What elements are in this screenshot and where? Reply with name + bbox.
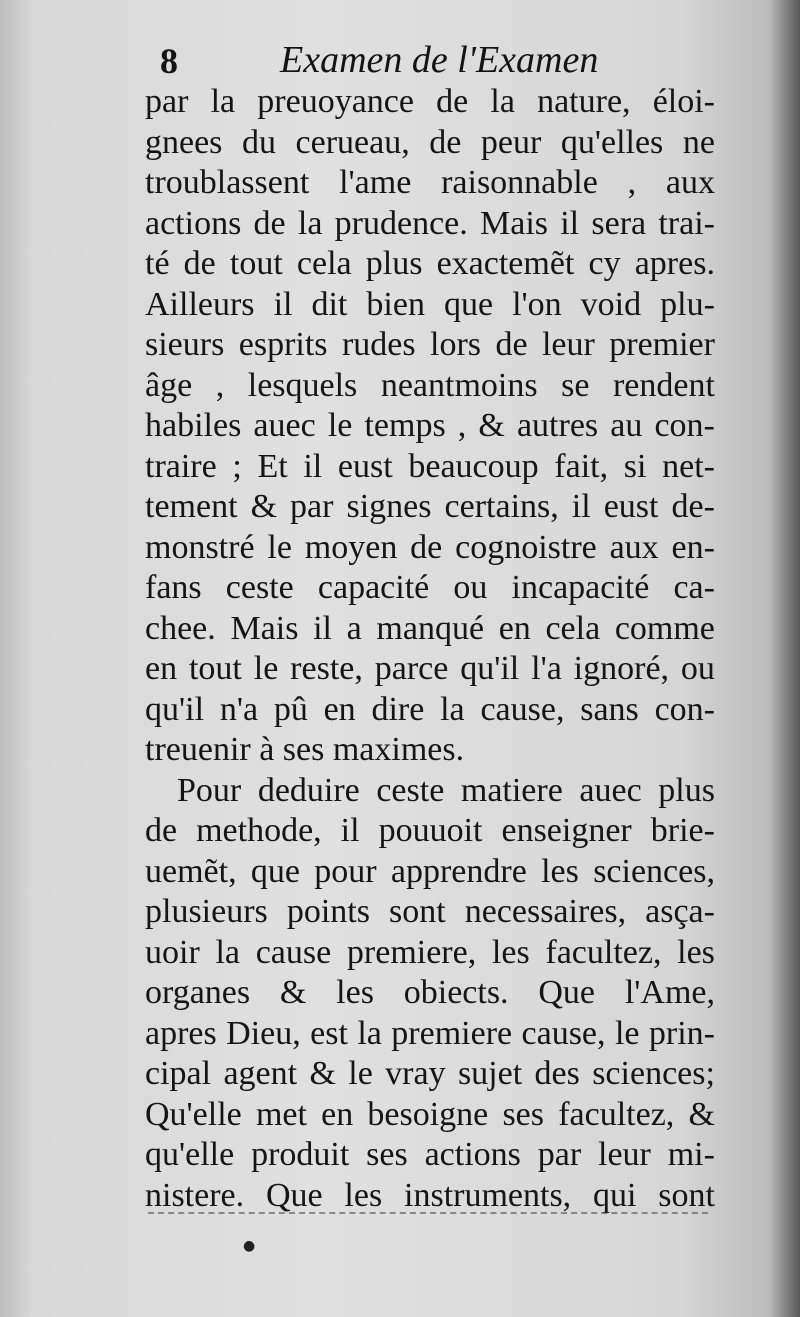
text-line: troublassent l'ame raisonnable , aux — [145, 164, 715, 201]
text-line: monstré le moyen de cognoistre aux en- — [145, 528, 715, 566]
text-line: Ailleurs il dit bien que l'on void plu- — [145, 285, 715, 323]
text-line: uoir la cause premiere, les facultez, les — [145, 933, 715, 971]
text-line: qu'il n'a pû en dire la cause, sans con- — [145, 690, 715, 728]
text-line: en tout le reste, parce qu'il l'a ignoré, ou — [145, 650, 715, 687]
text-line: chee. Mais il a manqué en cela comme — [145, 609, 715, 647]
text-line: nistere. Que les instruments, qui sont — [145, 1176, 715, 1214]
text-line: apres Dieu, est la premiere cause, le prin- — [145, 1014, 715, 1052]
text-line: organes & les obiects. Que l'Ame, — [145, 974, 715, 1011]
text-line: té de tout cela plus exactemẽt cy apres. — [145, 245, 715, 282]
text-line: traire ; Et il eust beaucoup fait, si net- — [145, 447, 715, 485]
running-title: Examen de l'Examen — [280, 39, 599, 81]
text-line: âge , lesquels neantmoins se rendent — [145, 366, 715, 404]
text-line: cipal agent & le vray sujet des sciences; — [145, 1055, 715, 1092]
text-line: qu'elle produit ses actions par leur mi- — [145, 1136, 715, 1173]
text-line: Qu'elle met en besoigne ses facultez, & — [145, 1095, 715, 1133]
text-line: sieurs esprits rudes lors de leur premier — [145, 326, 715, 363]
text-line: de methode, il pouuoit enseigner brie- — [145, 812, 715, 849]
text-line: actions de la prudence. Mais il sera trai- — [145, 204, 715, 242]
text-line: gnees du cerueau, de peur qu'elles ne — [145, 123, 715, 161]
text-line: treuenir à ses maximes. — [145, 731, 465, 768]
text-line: Pour deduire ceste matiere auec plus — [177, 771, 715, 809]
text-line: habiles auec le temps , & autres au con- — [145, 407, 715, 444]
text-line: uemẽt, que pour apprendre les sciences, — [145, 852, 715, 890]
underline-rule — [148, 1212, 708, 1216]
text-line: fans ceste capacité ou incapacité ca- — [145, 569, 715, 606]
text-line: tement & par signes certains, il eust de- — [145, 488, 715, 525]
body-text — [145, 82, 715, 1216]
text-line: par la preuoyance de la nature, éloi- — [145, 83, 715, 120]
text-line: plusieurs points sont necessaires, asça- — [145, 893, 715, 930]
bullet-mark-icon: ● — [243, 1238, 256, 1254]
page-number: 8 — [160, 41, 178, 81]
